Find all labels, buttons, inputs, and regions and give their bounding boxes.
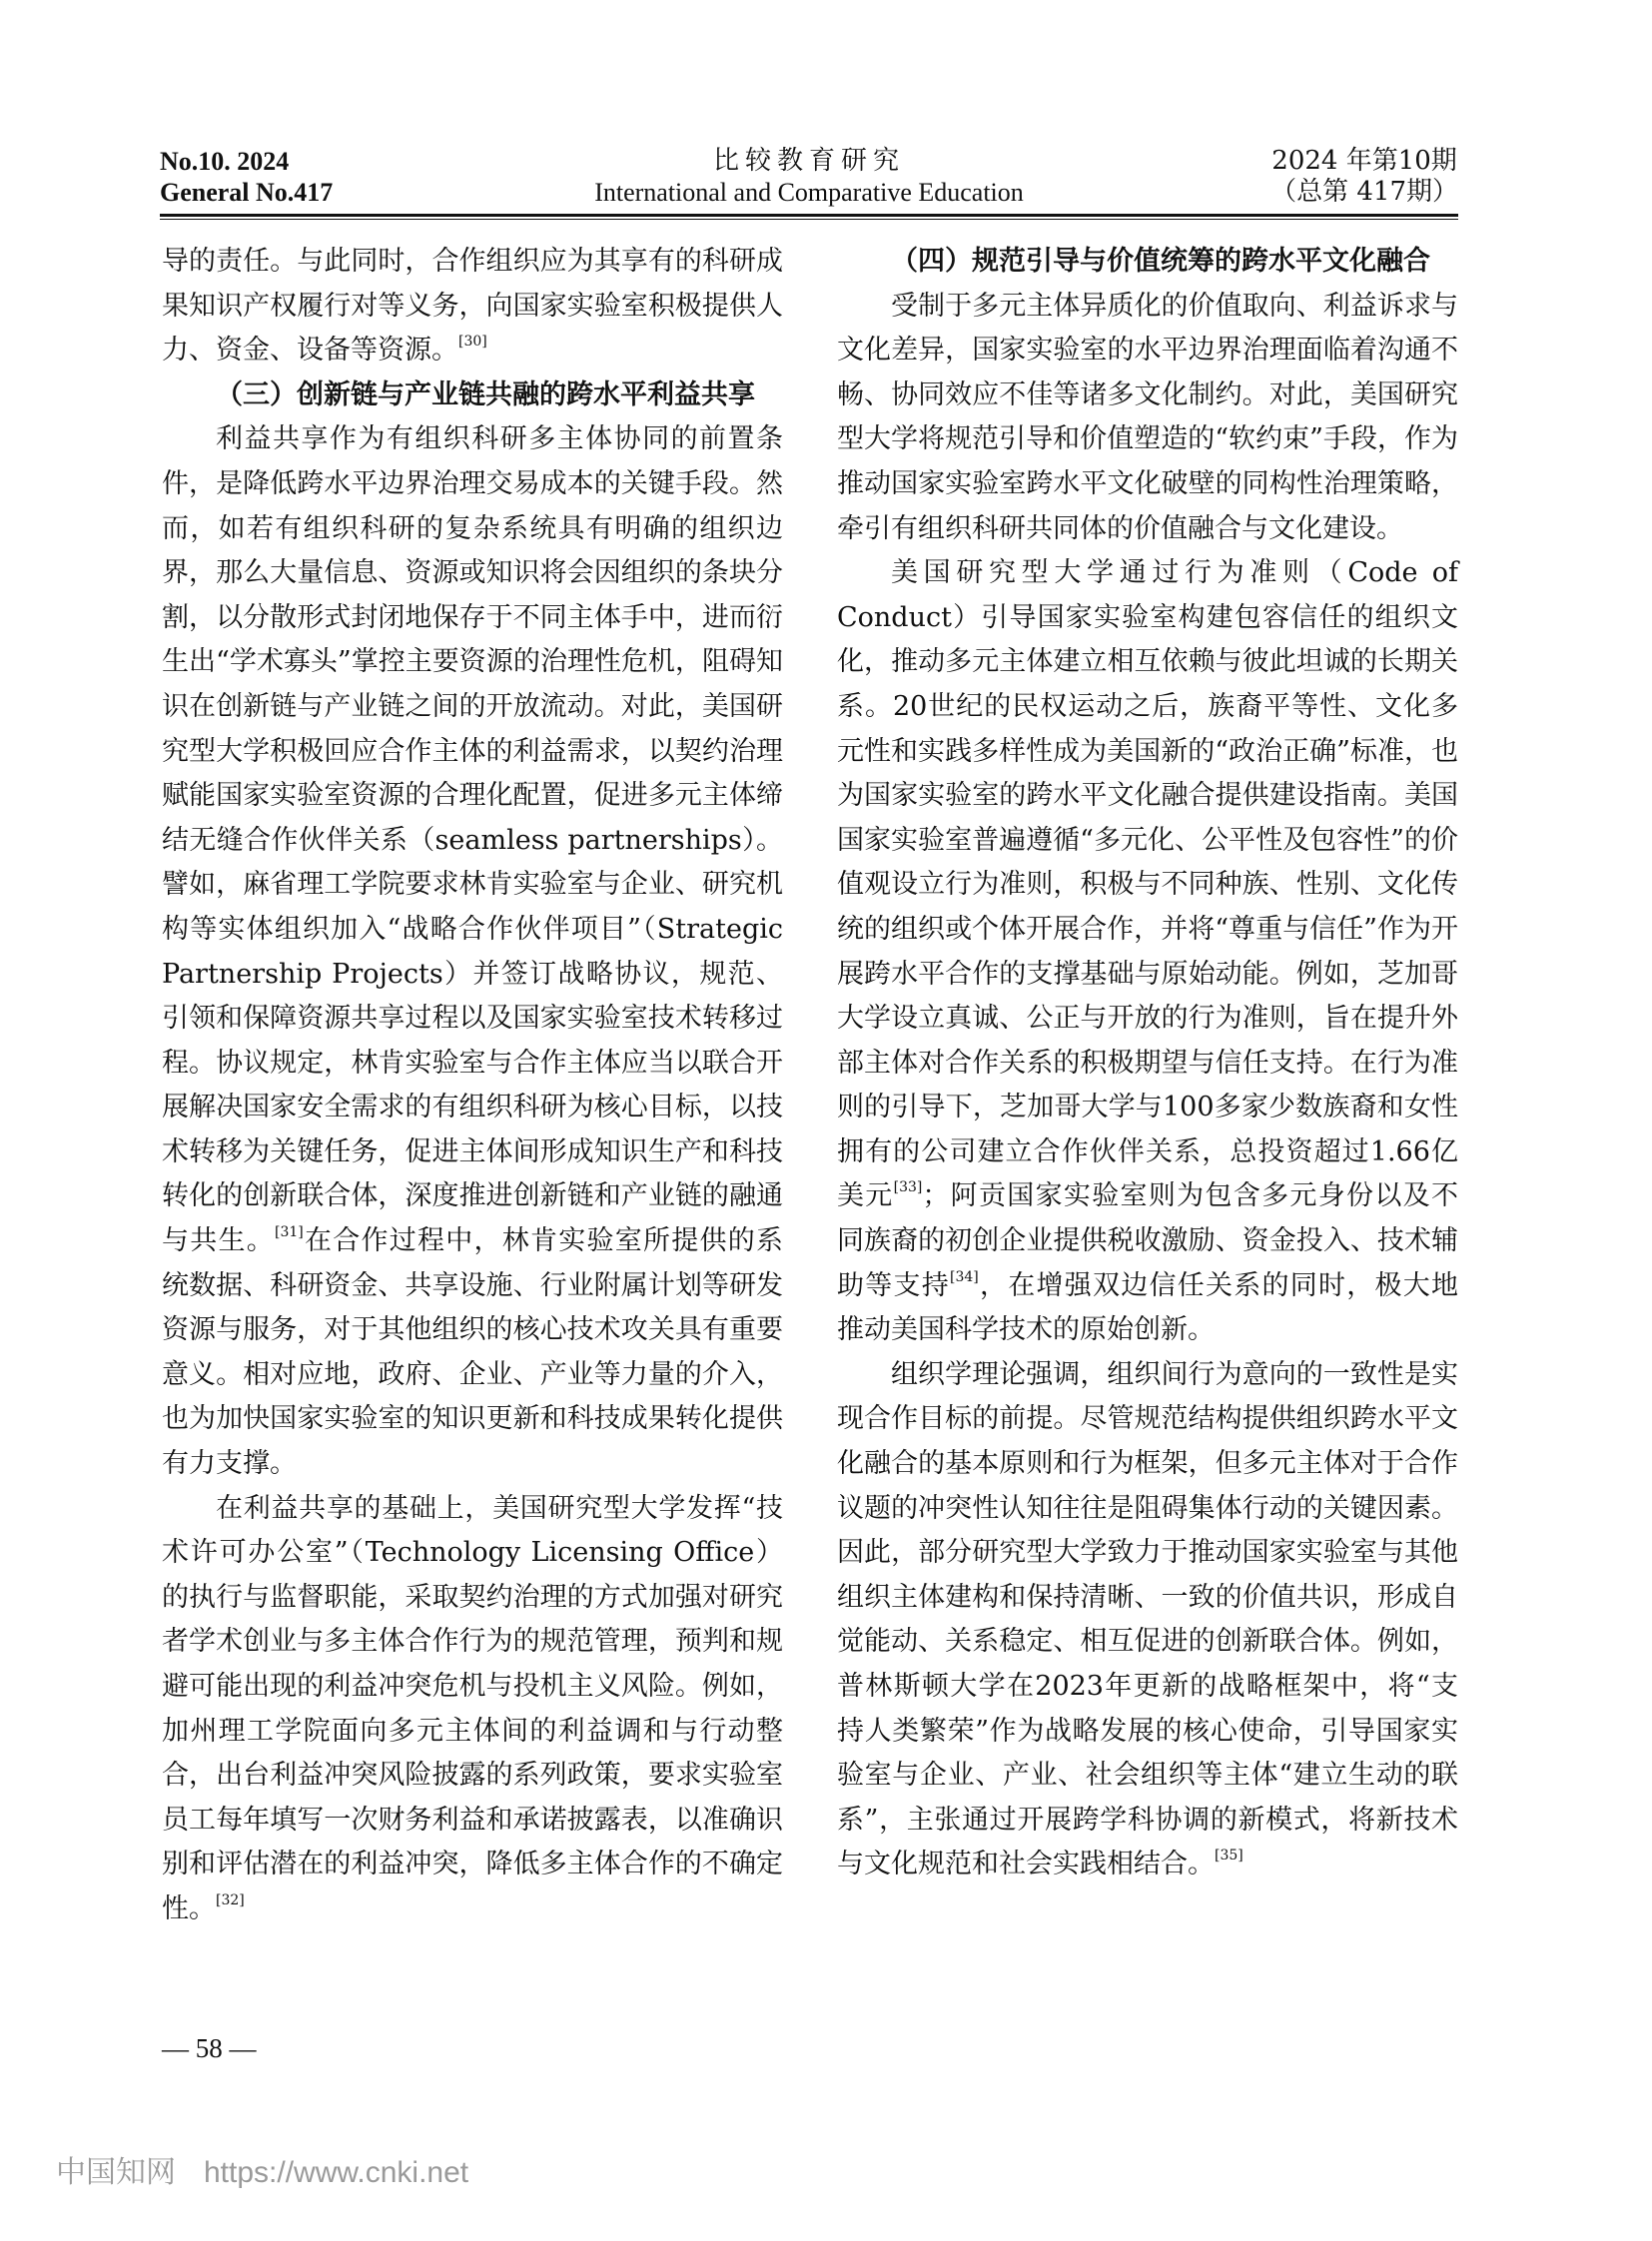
journal-issue-right — [1270, 146, 1458, 208]
paragraph: 在利益共享的基础上，美国研究型大学发挥“技术许可办公室”（Technology Licensing Office）的执行与监督职能，采取契约治理的方式加强对研究者学术创业与多主体合作行为的规范管理，预判和规避可能出现的利益冲突危机与投机主义风险。例如，加州理工学院面向多元主体间的利益调和与行动整合，出台利益冲突风险披露的系列政策，要求实验室员工每年填写一次财务利益和承诺披露表，以准确识别和评估潜在的利益冲突，降低多主体合作的不确定性。[32] — [162, 1492, 783, 1924]
citation-ref[interactable]: [33] — [893, 1179, 923, 1196]
section-heading: （三）创新链与产业链共融的跨水平利益共享 — [216, 378, 755, 410]
issue-year-number: 2024 年第10期 — [1271, 146, 1457, 176]
header-rule-thick — [160, 214, 1458, 217]
watermark-url[interactable]: https://www.cnki.net — [204, 2156, 469, 2189]
journal-title — [160, 146, 1458, 208]
paragraph: 受制于多元主体异质化的价值取向、利益诉求与文化差异，国家实验室的水平边界治理面临着沟通不畅、协同效应不佳等诸多文化制约。对此，美国研究型大学将规范引导和价值塑造的“软约束”手段，作为推动国家实验室跨水平文化破壁的同构性治理策略，牵引有组织科研共同体的价值融合与文化建设。 — [837, 290, 1458, 544]
citation-ref[interactable]: [30] — [458, 334, 487, 351]
paragraph: 导的责任。与此同时，合作组织应为其享有的科研成果知识产权履行对等义务，向国家实验室积极提供人力、资金、设备等资源。[30] — [162, 246, 783, 367]
header-rule-thin — [160, 219, 1458, 220]
citation-ref[interactable]: [31] — [275, 1224, 304, 1241]
page-number: — 58 — — [162, 2033, 257, 2063]
section-heading: （四）规范引导与价值统筹的跨水平文化融合 — [891, 246, 1430, 277]
journal-title-chinese: 比较教育研究 — [712, 146, 905, 176]
paragraph: 组织学理论强调，组织间行为意向的一致性是实现合作目标的前提。尽管规范结构提供组织跨水平文化融合的基本原则和行为框架，但多元主体对于合作议题的冲突性认知往往是阻碍集体行动的关键因素。因此，部分研究型大学致力于推动国家实验室与其他组织主体建构和保持清晰、一致的价值共识，形成自觉能动、关系稳定、相互促进的创新联合体。例如，普林斯顿大学在2023年更新的战略框架中，将“支持人类繁荣”作为战略发展的核心使命，引导国家实验室与企业、产业、社会组织等主体“建立生动的联系”，主张通过开展跨学科协调的新模式，将新技术与文化规范和社会实践相结合。[35] — [837, 1358, 1458, 1880]
issue-total-number: （总第 417期） — [1270, 177, 1458, 207]
right-column — [837, 240, 1458, 1887]
citation-ref[interactable]: [35] — [1215, 1848, 1243, 1865]
running-header — [160, 146, 1458, 210]
general-number: General No.417 — [160, 178, 334, 207]
paragraph: 美国研究型大学通过行为准则（Code of Conduct）引导国家实验室构建包容信任的组织文化，推动多元主体建立相互依赖与彼此坦诚的长期关系。20世纪的民权运动之后，族裔平等性、文化多元性和实践多样性成为美国新的“政治正确”标准，也为国家实验室的跨水平文化融合提供建设指南。美国国家实验室普遍遵循“多元化、公平性及包容性”的价值观设立行为准则，积极与不同种族、性别、文化传统的组织或个体开展合作，并将“尊重与信任”作为开展跨水平合作的支撑基础与原始动能。例如，芝加哥大学设立真诚、公正与开放的行为准则，旨在提升外部主体对合作关系的积极期望与信任支持。在行为准则的引导下，芝加哥大学与100多家少数族裔和女性拥有的公司建立合作伙伴关系，总投资超过1.66亿美元[33]；阿贡国家实验室则为包含多元身份以及不同族裔的初创企业提供税收激励、资金投入、技术辅助等支持[34]，在增强双边信任关系的同时，极大地推动美国科学技术的原始创新。 — [837, 557, 1458, 1346]
issue-number: No.10. 2024 — [160, 147, 290, 176]
watermark-name: 中国知网 — [56, 2155, 176, 2190]
watermark — [56, 2147, 468, 2191]
journal-title-english: International and Comparative Education — [594, 178, 1024, 207]
left-column — [162, 240, 783, 1932]
citation-ref[interactable]: [34] — [950, 1268, 979, 1285]
citation-ref[interactable]: [32] — [216, 1891, 245, 1908]
paragraph: 利益共享作为有组织科研多主体协同的前置条件，是降低跨水平边界治理交易成本的关键手段。然而，如若有组织科研的复杂系统具有明确的组织边界，那么大量信息、资源或知识将会因组织的条块分割，以分散形式封闭地保存于不同主体手中，进而衍生出“学术寡头”掌控主要资源的治理性危机，阻碍知识在创新链与产业链之间的开放流动。对此，美国研究型大学积极回应合作主体的利益需求，以契约治理赋能国家实验室资源的合理化配置，促进多元主体缔结无缝合作伙伴关系（seamless partnerships）。譬如，麻省理工学院要求林肯实验室与企业、研究机构等实体组织加入“战略合作伙伴项目”（Strategic Partnership Projects）并签订战略协议，规范、引领和保障资源共享过程以及国家实验室技术转移过程。协议规定，林肯实验室与合作主体应当以联合开展解决国家安全需求的有组织科研为核心目标，以技术转移为关键任务，促进主体间形成知识生产和科技转化的创新联合体，深度推进创新链和产业链的融通与共生。[31]在合作过程中，林肯实验室所提供的系统数据、科研资金、共享设施、行业附属计划等研发资源与服务，对于其他组织的核心技术攻关具有重要意义。相对应地，政府、企业、产业等力量的介入，也为加快国家实验室的知识更新和科技成果转化提供有力支撑。 — [162, 423, 783, 1480]
